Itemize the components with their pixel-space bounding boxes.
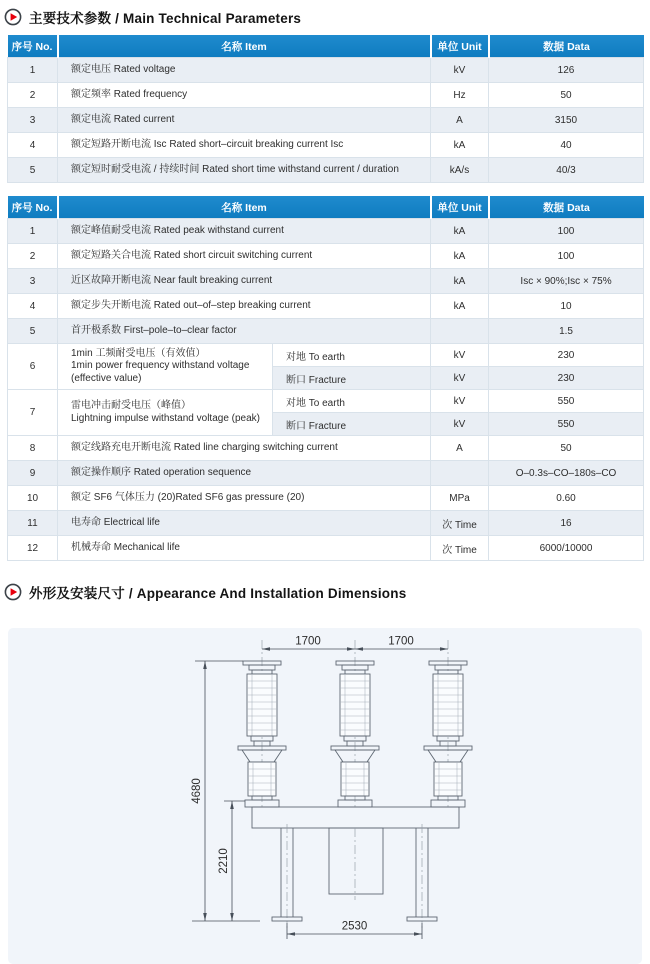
cell-no: 4 <box>8 133 58 158</box>
header-item: 名称 Item <box>58 35 431 58</box>
dimension-label-base-width: 2530 <box>341 920 368 933</box>
cell-unit: kA/s <box>431 158 489 183</box>
cell-item: 额定短路关合电流 Rated short circuit switching current <box>58 244 431 269</box>
cell-unit: 次 Time <box>431 536 489 561</box>
cell-data: 50 <box>489 83 644 108</box>
cell-unit: kA <box>431 269 489 294</box>
cell-data: Isc × 90%;Isc × 75% <box>489 269 644 294</box>
cell-no: 8 <box>8 436 58 461</box>
cell-no: 5 <box>8 319 58 344</box>
cell-unit: A <box>431 436 489 461</box>
play-icon <box>4 583 22 601</box>
cell-unit: kA <box>431 294 489 319</box>
breaker-outline-drawing <box>8 628 642 964</box>
item-en: 1min power frequency withstand voltage (effective value) <box>71 360 250 384</box>
main-parameters-table-2 <box>7 196 644 561</box>
dimension-label-span-right: 1700 <box>388 635 414 648</box>
cell-unit: A <box>431 108 489 133</box>
page-title: 主要技术参数 / Main Technical Parameters <box>29 11 302 26</box>
table-row <box>8 536 644 561</box>
header-unit: 单位 Unit <box>431 196 489 219</box>
cell-item: 额定短时耐受电流 / 持续时间 Rated short time withstand current / duration <box>58 158 431 183</box>
dimension-label-total-height: 4680 <box>191 778 203 804</box>
cell-no: 5 <box>8 158 58 183</box>
item-zh: 1min 工频耐受电压（有效值） <box>71 347 206 359</box>
cell-no: 3 <box>8 269 58 294</box>
table-row <box>8 319 644 344</box>
table-header-row <box>8 35 644 58</box>
cell-unit: 次 Time <box>431 511 489 536</box>
cell-data: 100 <box>489 244 644 269</box>
cell-item: 额定短路开断电流 Isc Rated short–circuit breaking current Isc <box>58 133 431 158</box>
table-row <box>8 58 644 83</box>
dimension-label-span-left: 1700 <box>295 635 321 648</box>
section-title-dimensions <box>4 582 650 602</box>
cell-item: 近区故障开断电流 Near fault breaking current <box>58 269 431 294</box>
cell-unit: kV <box>431 367 489 390</box>
cell-sub-item: 断口 Fracture <box>273 413 431 436</box>
table-row-group <box>8 390 644 413</box>
cell-no: 11 <box>8 511 58 536</box>
cell-data: 1.5 <box>489 319 644 344</box>
cell-sub-item: 对地 To earth <box>273 390 431 413</box>
support-beam <box>252 807 459 828</box>
cell-no: 6 <box>8 344 58 390</box>
cell-item: 电寿命 Electrical life <box>58 511 431 536</box>
cell-data: 6000/10000 <box>489 536 644 561</box>
table-row <box>8 244 644 269</box>
cell-no: 4 <box>8 294 58 319</box>
cell-unit: kA <box>431 244 489 269</box>
cell-data: 230 <box>489 367 644 390</box>
cell-data: 3150 <box>489 108 644 133</box>
cell-item: 额定频率 Rated frequency <box>58 83 431 108</box>
main-parameters-table-1 <box>7 35 644 183</box>
cell-item: 首开极系数 First–pole–to–clear factor <box>58 319 431 344</box>
header-no: 序号 No. <box>8 35 58 58</box>
item-en: Lightning impulse withstand voltage (peak) <box>71 412 260 424</box>
cell-unit: kA <box>431 133 489 158</box>
table-row <box>8 158 644 183</box>
cell-data: 10 <box>489 294 644 319</box>
cell-item: 额定电流 Rated current <box>58 108 431 133</box>
dimension-drawing-panel <box>8 628 642 964</box>
pole-right <box>424 640 472 809</box>
cell-item: 额定 SF6 气体压力 (20)Rated SF6 gas pressure (20) <box>58 486 431 511</box>
cell-no: 1 <box>8 58 58 83</box>
header-data: 数据 Data <box>489 35 644 58</box>
item-zh: 雷电冲击耐受电压（峰值） <box>71 400 191 411</box>
table-row <box>8 461 644 486</box>
pole-left <box>238 640 286 809</box>
cell-unit: kV <box>431 413 489 436</box>
cell-sub-item: 断口 Fracture <box>273 367 431 390</box>
cell-data: 50 <box>489 436 644 461</box>
cell-data: 230 <box>489 344 644 367</box>
play-icon <box>4 8 22 26</box>
table-row <box>8 511 644 536</box>
table-row <box>8 294 644 319</box>
header-item: 名称 Item <box>58 196 431 219</box>
cell-item: 额定操作顺序 Rated operation sequence <box>58 461 431 486</box>
cell-unit: Hz <box>431 83 489 108</box>
cell-data: 40/3 <box>489 158 644 183</box>
cell-item: 额定电压 Rated voltage <box>58 58 431 83</box>
right-leg <box>407 824 437 928</box>
cell-unit <box>431 461 489 486</box>
cell-no: 7 <box>8 390 58 436</box>
table-row <box>8 108 644 133</box>
cell-no: 1 <box>8 219 58 244</box>
cell-data: 550 <box>489 390 644 413</box>
cell-sub-item: 对地 To earth <box>273 344 431 367</box>
cell-no: 2 <box>8 83 58 108</box>
cell-unit: kV <box>431 58 489 83</box>
header-data: 数据 Data <box>489 196 644 219</box>
cell-data: 0.60 <box>489 486 644 511</box>
section-title-parameters <box>4 7 650 27</box>
cell-no: 3 <box>8 108 58 133</box>
cell-item: 机械寿命 Mechanical life <box>58 536 431 561</box>
cell-item: 额定峰值耐受电流 Rated peak withstand current <box>58 219 431 244</box>
cell-item <box>58 390 273 436</box>
pole-middle <box>331 640 379 809</box>
cell-no: 10 <box>8 486 58 511</box>
cell-item: 额定线路充电开断电流 Rated line charging switching current <box>58 436 431 461</box>
cell-data: O–0.3s–CO–180s–CO <box>489 461 644 486</box>
cell-data: 40 <box>489 133 644 158</box>
table-row <box>8 486 644 511</box>
cell-data: 100 <box>489 219 644 244</box>
cell-no: 9 <box>8 461 58 486</box>
cell-unit <box>431 319 489 344</box>
table-row <box>8 83 644 108</box>
mechanism-cabinet <box>329 828 383 894</box>
header-unit: 单位 Unit <box>431 35 489 58</box>
cell-data: 550 <box>489 413 644 436</box>
table-row <box>8 133 644 158</box>
table-row <box>8 269 644 294</box>
cell-unit: kV <box>431 344 489 367</box>
cell-data: 16 <box>489 511 644 536</box>
header-no: 序号 No. <box>8 196 58 219</box>
cell-unit: kV <box>431 390 489 413</box>
table-row-group <box>8 344 644 367</box>
table-header-row <box>8 196 644 219</box>
cell-no: 12 <box>8 536 58 561</box>
cell-unit: MPa <box>431 486 489 511</box>
table-row <box>8 219 644 244</box>
section-title-text: 外形及安装尺寸 / Appearance And Installation Dimensions <box>29 586 407 601</box>
cell-data: 126 <box>489 58 644 83</box>
cell-item <box>58 344 273 390</box>
cell-no: 2 <box>8 244 58 269</box>
cell-unit: kA <box>431 219 489 244</box>
left-leg <box>272 824 302 928</box>
dimension-label-frame-height: 2210 <box>218 848 230 874</box>
cell-item: 额定步失开断电流 Rated out–of–step breaking current <box>58 294 431 319</box>
table-row <box>8 436 644 461</box>
